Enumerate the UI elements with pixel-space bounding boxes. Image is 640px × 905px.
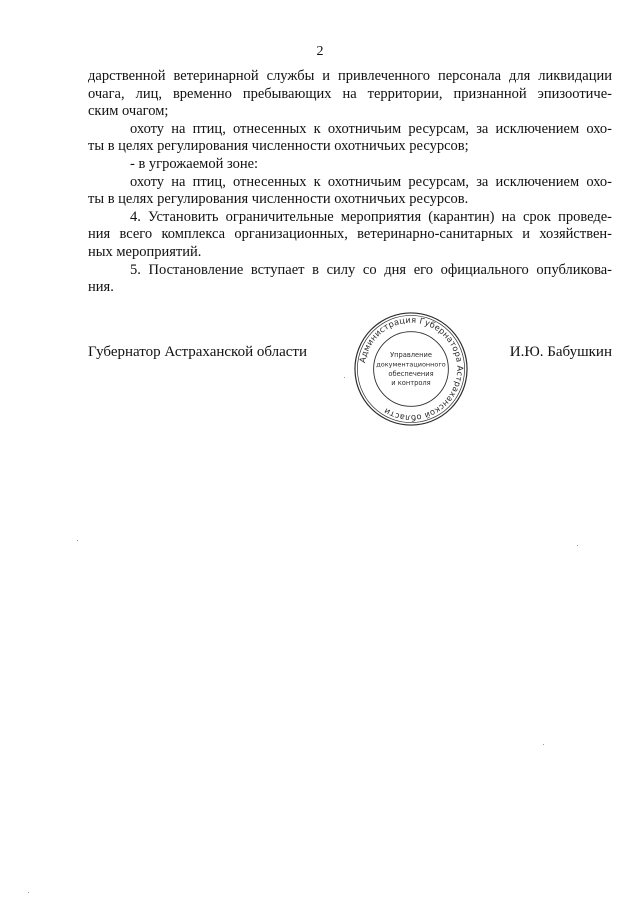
paragraph-line: ты в целях регулирования численности охотничьих ресурсов. xyxy=(88,191,469,208)
scan-speck xyxy=(344,377,345,378)
stamp-center-line: обеспечения xyxy=(388,369,434,378)
signer-name: И.Ю. Бабушкин xyxy=(509,344,612,360)
paragraph-line: 4. Установить ограничительные мероприятия (карантин) на срок проведе- xyxy=(130,208,612,225)
page-number: 2 xyxy=(316,44,324,59)
stamp-center-line: Управление xyxy=(390,351,432,360)
paragraph-line: ния. xyxy=(88,279,114,296)
paragraph-line: охоту на птиц, отнесенных к охотничьим ресурсам, за исключением охо- xyxy=(130,120,612,137)
scan-speck xyxy=(28,892,29,893)
scan-speck xyxy=(577,545,578,546)
stamp-seal-icon xyxy=(352,310,470,428)
document-body xyxy=(88,68,612,297)
paragraph-line: ния всего комплекса организационных, ветеринарно-санитарных и хозяйствен- xyxy=(88,226,612,243)
paragraph-line: 5. Постановление вступает в силу со дня его официального опубликова- xyxy=(130,261,612,278)
scan-speck xyxy=(77,540,78,541)
paragraph-line: охоту на птиц, отнесенных к охотничьим ресурсам, за исключением охо- xyxy=(130,173,612,190)
paragraph-line: ским очагом; xyxy=(88,103,169,120)
official-stamp xyxy=(352,310,470,428)
stamp-center-line: и контроля xyxy=(391,379,431,388)
paragraph-line: - в угрожаемой зоне: xyxy=(130,155,259,172)
paragraph-line: очага, лиц, временно пребывающих на территории, признанной эпизоотиче- xyxy=(88,85,612,102)
paragraph-line: дарственной ветеринарной службы и привлеченного персонала для ликвидации xyxy=(88,68,612,84)
paragraph-line: ных мероприятий. xyxy=(88,243,202,260)
stamp-center-line: документационного xyxy=(376,360,446,369)
stamp-ring-text: Администрация Губернатора Астраханской области xyxy=(357,314,466,424)
paragraph-line: ты в целях регулирования численности охотничьих ресурсов; xyxy=(88,138,469,155)
scan-speck xyxy=(543,744,544,745)
signer-title: Губернатор Астраханской области xyxy=(88,344,308,360)
